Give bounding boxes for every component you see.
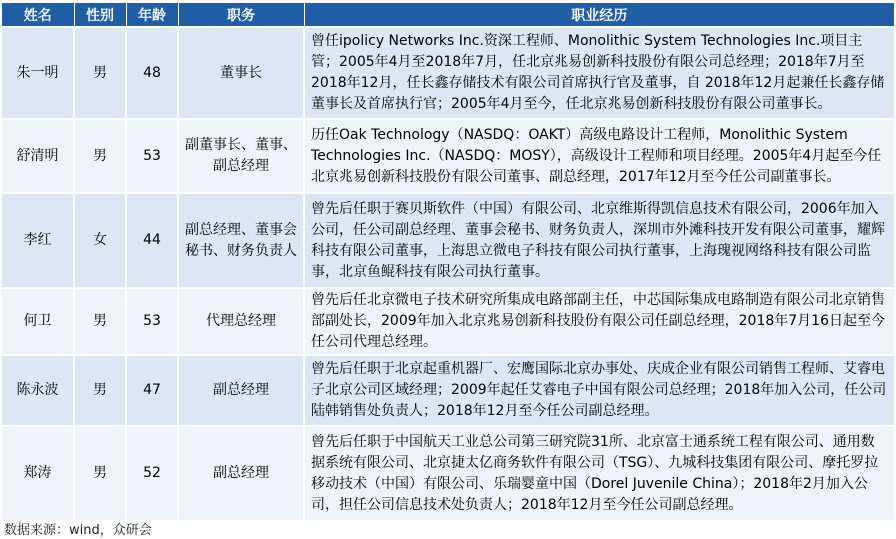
header-age: 年龄 [126, 3, 178, 27]
header-name: 姓名 [2, 3, 74, 27]
cell-age: 53 [126, 119, 178, 193]
cell-gender: 男 [74, 288, 126, 355]
cell-name: 李红 [2, 193, 74, 288]
table-row [2, 193, 894, 288]
cell-gender: 男 [74, 27, 126, 119]
cell-experience: 曾先后任北京微电子技术研究所集成电路部副主任，中芯国际集成电路制造有限公司北京销售部副处长，2009年加入北京兆易创新科技股份有限公司任副总经理，2018年7月16日起至今任公司代理总经理。 [304, 288, 894, 355]
table-row [2, 426, 894, 520]
executive-table [2, 3, 894, 520]
cell-position: 董事长 [178, 27, 304, 119]
cell-name: 何卫 [2, 288, 74, 355]
header-position: 职务 [178, 3, 304, 27]
table-header-row [2, 3, 894, 27]
cell-name: 郑涛 [2, 426, 74, 520]
cell-name: 朱一明 [2, 27, 74, 119]
cell-age: 48 [126, 27, 178, 119]
data-source-note: 数据来源：wind，众研会 [4, 523, 152, 538]
cell-age: 44 [126, 193, 178, 288]
cell-age: 53 [126, 288, 178, 355]
header-gender: 性别 [74, 3, 126, 27]
cell-age: 52 [126, 426, 178, 520]
cell-experience: 曾先后任职于赛贝斯软件（中国）有限公司、北京维斯得凯信息技术有限公司，2006年加入公司，任公司副总经理、董事会秘书、财务负责人，深圳市外滩科技开发有限公司董事，耀辉科技有限公司董事，上海思立微电子科技有限公司执行董事，上海瑰视网络科技有限公司监事，北京鱼鲲科技有限公司执行董事。 [304, 193, 894, 288]
cell-name: 舒清明 [2, 119, 74, 193]
cell-position: 代理总经理 [178, 288, 304, 355]
header-experience: 职业经历 [304, 3, 894, 27]
cell-experience: 曾任ipolicy Networks Inc.资深工程师、Monolithic System Technologies Inc.项目主管；2005年4月至2018年7月，任北京兆易创新科技股份有限公司总经理；2018年7月至2018年12月，任长鑫存储技术有限公司首席执行官及董事，自 2018年12月起兼任长鑫存储董事长及首席执行官；2005年4月至今，任北京兆易创新科技股份有限公司董事长。 [304, 27, 894, 119]
cell-position: 副总经理 [178, 355, 304, 426]
cell-experience: 曾先后任职于北京起重机器厂、宏鹰国际北京办事处、庆成企业有限公司销售工程师、艾睿电子北京公司区域经理；2009年起任艾睿电子中国有限公司总经理；2018年加入公司，任公司陆韩销售处负责人；2018年12月至今任公司副总经理。 [304, 355, 894, 426]
cell-position: 副总经理、董事会秘书、财务负责人 [178, 193, 304, 288]
cell-gender: 男 [74, 119, 126, 193]
cell-gender: 男 [74, 355, 126, 426]
cell-position: 副董事长、董事、副总经理 [178, 119, 304, 193]
cell-position: 副总经理 [178, 426, 304, 520]
table-row [2, 119, 894, 193]
table-row [2, 27, 894, 119]
cell-experience: 历任Oak Technology（NASDQ：OAKT）高级电路设计工程师，Monolithic System Technologies Inc.（NASDQ：MOSY），高级设计工程师和项目经理。2005年4月起至今任北京兆易创新科技股份有限公司董事、副总经理，2017年12月至今任公司副董事长。 [304, 119, 894, 193]
cell-gender: 女 [74, 193, 126, 288]
table-row [2, 355, 894, 426]
cell-age: 47 [126, 355, 178, 426]
cell-name: 陈永波 [2, 355, 74, 426]
table-row [2, 288, 894, 355]
cell-gender: 男 [74, 426, 126, 520]
cell-experience: 曾先后任职于中国航天工业总公司第三研究院31所、北京富士通系统工程有限公司、通用数据系统有限公司、北京捷太亿商务软件有限公司（TSG）、九城科技集团有限公司、摩托罗拉移动技术（中国）有限公司、乐瑞婴童中国（Dorel Juvenile China）；2018年2月加入公司，担任公司信息技术处负责人；2018年12月至今任公司副总经理。 [304, 426, 894, 520]
